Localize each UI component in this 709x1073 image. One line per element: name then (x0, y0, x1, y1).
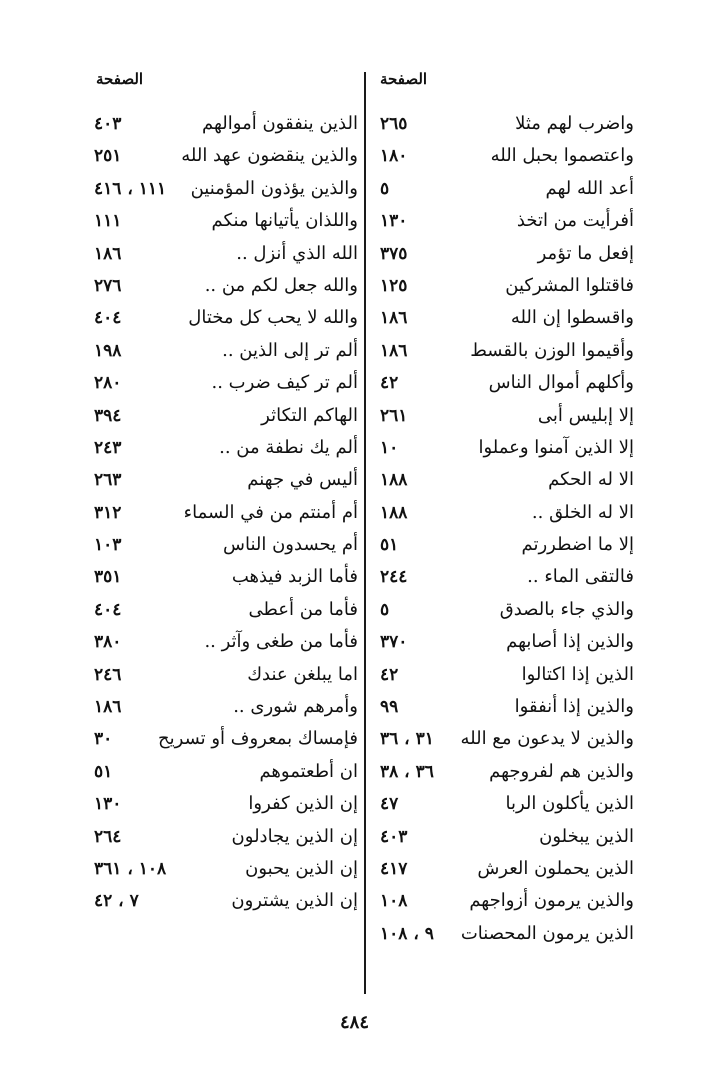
entry-page-number: ١٨٦ (380, 340, 408, 361)
entry-phrase: اما يبلغن عندك (247, 663, 358, 685)
entry-phrase: إن الذين يجادلون (231, 825, 358, 847)
entry-phrase: والذي جاء بالصدق (499, 598, 634, 620)
index-entry (372, 238, 634, 270)
entry-page-number: ٢٥١ (94, 146, 122, 167)
index-entry (372, 561, 634, 593)
index-entry (86, 853, 358, 885)
entry-page-number: ١١١ ، ٤١٦ (94, 178, 167, 199)
entry-page-number: ١١١ (94, 211, 122, 232)
entry-page-number: ٣١٢ (94, 502, 122, 523)
entry-page-number: ١٨٦ (94, 243, 122, 264)
entry-page-number: ٢٨٠ (94, 373, 122, 394)
entry-phrase: والذين يؤذون المؤمنين (190, 177, 358, 199)
entry-phrase: والذين إذا أصابهم (506, 631, 634, 653)
entry-phrase: فأما الزبد فيذهب (231, 566, 358, 588)
index-entry (372, 140, 634, 172)
entry-page-number: ٤٠٣ (94, 114, 122, 134)
entry-page-number: ١٨٨ (380, 502, 408, 523)
entry-phrase: إفعل ما تؤمر (537, 242, 634, 264)
entry-page-number: ٢٤٣ (94, 437, 122, 458)
entry-phrase: فإمساك بمعروف أو تسريح (158, 728, 358, 750)
index-entry (86, 529, 358, 561)
entry-phrase: ألم تر إلى الذين .. (222, 339, 358, 361)
index-entry (86, 367, 358, 399)
index-entry (86, 756, 358, 788)
entry-page-number: ١٠٨ ، ٣٦١ (94, 858, 167, 879)
index-entry (372, 723, 634, 755)
entry-page-number: ٥١ (380, 535, 399, 556)
index-entry (372, 173, 634, 205)
index-entry (86, 691, 358, 723)
entry-phrase: إلا إبليس أبى (537, 404, 634, 426)
entry-page-number: ٣١ ، ٣٦ (380, 729, 434, 750)
entry-page-number: ٤١٧ (380, 858, 408, 879)
index-entry (372, 205, 634, 237)
entry-page-number: ١٣٠ (94, 794, 122, 815)
entry-phrase: الا له الحكم (548, 469, 634, 491)
index-entry (86, 788, 358, 820)
index-entry (372, 821, 634, 853)
index-entry (372, 400, 634, 432)
entry-page-number: ٢٤٦ (94, 664, 122, 685)
index-entry (372, 756, 634, 788)
entry-phrase: فأما من أعطى (248, 598, 358, 620)
entry-phrase: إن الذين يحبون (245, 857, 358, 879)
index-entry (372, 529, 634, 561)
page-number: ٤٨٤ (339, 1012, 369, 1033)
entry-phrase: الذين يرمون المحصنات (460, 922, 634, 944)
entry-page-number: ١٠٨ (380, 891, 408, 912)
index-entry (372, 464, 634, 496)
entry-page-number: ١٠ (380, 437, 399, 458)
entry-page-number: ٤٢ (380, 373, 399, 394)
entry-page-number: ٣٨٠ (94, 632, 122, 653)
index-entry (86, 659, 358, 691)
entry-phrase: أليس في جهنم (247, 469, 358, 491)
entry-page-number: ٢٦١ (380, 405, 408, 426)
entry-phrase: فاقتلوا المشركين (505, 274, 634, 296)
entry-page-number: ٤٠٣ (380, 826, 408, 847)
entry-page-number: ١٩٨ (94, 340, 122, 361)
entry-phrase: ألم تر كيف ضرب .. (211, 372, 358, 394)
entry-page-number: ٤٠٤ (94, 308, 122, 329)
entry-page-number: ٤٠٤ (94, 599, 122, 620)
entry-phrase: أفرأيت من اتخذ (516, 210, 634, 232)
entry-phrase: واقسطوا إن الله (510, 307, 634, 329)
entry-page-number: ٤٢ (380, 664, 399, 685)
entry-phrase: وأكلهم أموال الناس (488, 372, 634, 394)
entry-page-number: ١٢٥ (380, 275, 408, 296)
right-column-header: الصفحة (380, 70, 428, 88)
entry-page-number: ٣٦ ، ٣٨ (380, 761, 434, 782)
entry-phrase: والذين ينقضون عهد الله (181, 145, 358, 167)
index-entry (372, 270, 634, 302)
index-entry (86, 335, 358, 367)
index-entry (86, 497, 358, 529)
index-entry (372, 594, 634, 626)
entry-page-number: ١٠٣ (94, 535, 122, 556)
right-index-column (372, 108, 634, 950)
entry-phrase: والله جعل لكم من .. (204, 274, 358, 296)
entry-phrase: والذين يرمون أزواجهم (469, 890, 634, 912)
index-entry (86, 885, 358, 917)
entry-phrase: الهاكم التكاثر (261, 404, 358, 426)
entry-phrase: الله الذي أنزل .. (236, 242, 358, 264)
entry-phrase: واعتصموا بحبل الله (490, 145, 634, 167)
left-index-column (86, 108, 358, 918)
index-entry (86, 723, 358, 755)
index-entry (86, 626, 358, 658)
entry-phrase: فأما من طغى وآثر .. (204, 631, 358, 653)
entry-phrase: ألم يك نطفة من .. (219, 436, 358, 458)
entry-phrase: إلا الذين آمنوا وعملوا (478, 436, 634, 458)
entry-phrase: واللذان يأتيانها منكم (211, 210, 358, 232)
entry-phrase: إلا ما اضطررتم (521, 534, 634, 556)
entry-page-number: ٣٥١ (94, 567, 122, 588)
index-entry (86, 561, 358, 593)
entry-page-number: ٢٦٥ (380, 114, 408, 134)
index-entry (86, 400, 358, 432)
entry-page-number: ١٨٨ (380, 470, 408, 491)
index-entry (372, 788, 634, 820)
index-entry (372, 626, 634, 658)
entry-phrase: أعد الله لهم (545, 177, 634, 199)
entry-page-number: ١٨٦ (380, 308, 408, 329)
entry-phrase: الذين يبخلون (539, 825, 634, 847)
entry-phrase: ان أطعتموهم (259, 760, 358, 782)
entry-page-number: ٥١ (94, 761, 113, 782)
entry-phrase: فالتقى الماء .. (527, 566, 634, 588)
index-entry (86, 821, 358, 853)
entry-phrase: والله لا يحب كل مختال (188, 307, 358, 329)
index-entry (372, 691, 634, 723)
index-entry (86, 302, 358, 334)
entry-page-number: ٢٦٤ (94, 826, 122, 847)
entry-phrase: وأمرهم شورى .. (233, 696, 358, 718)
entry-page-number: ٣٩٤ (94, 405, 122, 426)
entry-page-number: ٢٧٦ (94, 275, 122, 296)
index-entry (86, 205, 358, 237)
entry-page-number: ٥ (380, 599, 390, 620)
index-entry (372, 302, 634, 334)
index-entry (372, 367, 634, 399)
entry-page-number: ٢٤٤ (380, 567, 408, 588)
entry-page-number: ٢٦٣ (94, 470, 122, 491)
index-entry (372, 497, 634, 529)
entry-page-number: ٩ ، ١٠٨ (380, 923, 434, 944)
entry-phrase: أم أمنتم من في السماء (183, 501, 358, 523)
index-entry (372, 885, 634, 917)
index-entry (372, 335, 634, 367)
column-divider (364, 72, 366, 994)
entry-phrase: الذين يحملون العرش (477, 857, 634, 879)
entry-phrase: والذين لا يدعون مع الله (460, 728, 634, 750)
entry-page-number: ٣٠ (94, 729, 113, 750)
index-entry (372, 853, 634, 885)
index-entry (86, 108, 358, 140)
entry-page-number: ١٨٠ (380, 146, 408, 167)
entry-phrase: الذين يأكلون الربا (505, 793, 634, 815)
entry-phrase: الا له الخلق .. (531, 501, 634, 523)
index-entry (372, 432, 634, 464)
entry-phrase: والذين هم لفروجهم (489, 760, 634, 782)
entry-phrase: والذين إذا أنفقوا (514, 696, 634, 718)
index-entry (86, 464, 358, 496)
entry-page-number: ٣٧٠ (380, 632, 408, 653)
index-entry (372, 918, 634, 950)
entry-phrase: الذين إذا اكتالوا (521, 663, 634, 685)
index-entry (86, 173, 358, 205)
entry-phrase: واضرب لهم مثلا (515, 113, 634, 134)
entry-phrase: الذين ينفقون أموالهم (202, 113, 358, 134)
entry-page-number: ٣٧٥ (380, 243, 408, 264)
entry-phrase: إن الذين يشترون (231, 890, 358, 912)
entry-phrase: إن الذين كفروا (248, 793, 358, 815)
index-entry (86, 140, 358, 172)
index-entry (86, 594, 358, 626)
entry-page-number: ٩٩ (380, 697, 399, 718)
entry-phrase: وأقيموا الوزن بالقسط (470, 339, 634, 361)
entry-page-number: ٤٧ (380, 794, 399, 815)
index-entry (86, 238, 358, 270)
index-entry (86, 432, 358, 464)
entry-phrase: أم يحسدون الناس (222, 534, 358, 556)
left-column-header: الصفحة (96, 70, 144, 88)
entry-page-number: ١٣٠ (380, 211, 408, 232)
index-entry (372, 659, 634, 691)
index-entry (372, 108, 634, 140)
entry-page-number: ١٨٦ (94, 697, 122, 718)
entry-page-number: ٥ (380, 178, 390, 199)
index-entry (86, 270, 358, 302)
entry-page-number: ٧ ، ٤٢ (94, 891, 139, 912)
